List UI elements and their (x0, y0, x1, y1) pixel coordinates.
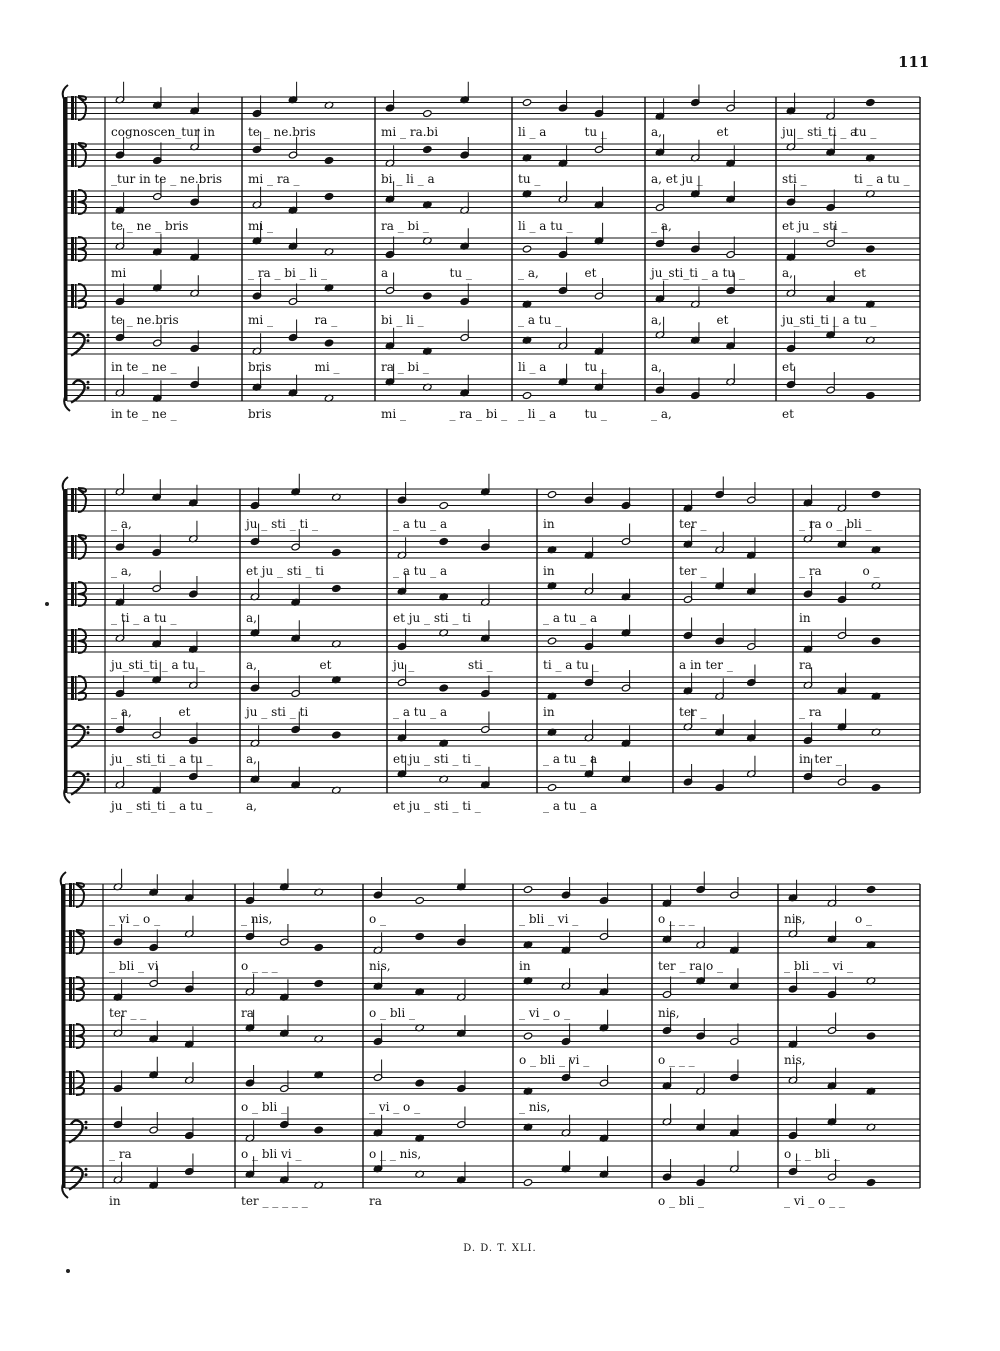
c-clef-stroke (75, 629, 77, 653)
c-clef-icon (69, 1071, 72, 1095)
f-clef-icon (69, 1167, 83, 1189)
lyric-syllable: sti _ (782, 172, 807, 186)
note-head (871, 637, 880, 645)
lyric-syllable: ti _ a tu _ (854, 172, 910, 186)
c-clef-icon (69, 1024, 72, 1048)
lyric-syllable: et ju _ sti _ ti _ (393, 799, 481, 813)
lyric-syllable: _ ra (109, 1147, 132, 1161)
footer-reference: D. D. T. XLI. (463, 1243, 537, 1254)
note-head (871, 491, 880, 499)
lyric-syllable: ju_sti_ti _ a (782, 313, 850, 327)
f-clef-dot (85, 1126, 88, 1129)
lyric-syllable: _ a tu _ a (393, 564, 448, 578)
c-clef-icon (71, 190, 74, 214)
lyric-syllable: nis, (784, 1053, 806, 1067)
lyric-syllable: a in ter _ (679, 658, 733, 672)
note-head (423, 110, 432, 118)
lyric-syllable: cognoscen_tur in (111, 125, 215, 139)
lyric-syllable: et (716, 125, 729, 139)
c-clef-stroke (73, 883, 75, 907)
c-clef-stroke (75, 488, 77, 512)
note-head (523, 1032, 532, 1040)
lyric-syllable: _ bli _ vi _ (519, 912, 579, 926)
lyric-syllable: nis, (369, 959, 391, 973)
lyric-syllable: in te _ ne _ (111, 360, 177, 374)
note-head (522, 392, 531, 400)
note-head (415, 1079, 424, 1087)
lyric-syllable: et (782, 407, 794, 421)
f-clef-icon (71, 725, 85, 747)
lyric-syllable: ju_sti_ti _ a tu _ (651, 266, 745, 280)
lyric-syllable: _ a, (518, 266, 539, 280)
lyric-syllable: o _ _ bli _ (784, 1147, 840, 1161)
lyric-syllable: a, (651, 360, 662, 374)
lyric-syllable: mi _ ra.bi (381, 125, 439, 139)
lyric-syllable: _ nis, (241, 912, 273, 926)
lyric-syllable: ra _ bi _ (381, 360, 429, 374)
lyric-syllable: mi _ (248, 219, 274, 233)
lyric-syllable: tu _ (449, 266, 472, 280)
lyric-syllable: _ ra o _ bli _ (799, 517, 872, 531)
lyric-syllable: a (381, 266, 389, 280)
note-head (866, 245, 875, 253)
lyric-syllable: ra _ bi _ (381, 219, 429, 233)
lyric-syllable: ter _ (679, 564, 707, 578)
c-clef-stroke (73, 930, 75, 954)
lyric-syllable: o _ _ _ (658, 912, 695, 926)
note-head (866, 886, 875, 894)
c-clef-stroke (75, 582, 77, 606)
f-clef-icon (71, 333, 85, 355)
c-clef-stroke (73, 977, 75, 1001)
note-head (523, 1179, 532, 1187)
f-clef-dot (87, 778, 90, 781)
note-head (439, 502, 448, 510)
lyric-syllable: tu _ (584, 407, 607, 421)
lyric-syllable: _ a tu _ a (393, 517, 448, 531)
lyric-syllable: a, (246, 752, 257, 766)
lyric-syllable: bris (248, 360, 272, 374)
note-head (332, 585, 341, 593)
f-clef-dot (85, 1173, 88, 1176)
lyric-syllable: ju _ sti_ti _ a tu _ (111, 799, 213, 813)
note-head (871, 784, 880, 792)
c-clef-stroke (73, 1024, 75, 1048)
lyric-syllable: bi _ li _ (381, 313, 424, 327)
f-clef-dot (87, 386, 90, 389)
lyric-syllable: mi _ ra _ (248, 172, 300, 186)
f-clef-dot (87, 339, 90, 342)
lyric-syllable: o _ bli _ vi _ (519, 1053, 590, 1067)
lyric-syllable: in ter _ (799, 752, 842, 766)
c-clef-icon (71, 676, 74, 700)
lyric-syllable: et (178, 705, 191, 719)
c-clef-icon (71, 284, 74, 308)
c-clef-icon (71, 629, 74, 653)
lyric-syllable: bi _ li _ a (381, 172, 435, 186)
lyric-syllable: ter _ ra o _ (658, 959, 724, 973)
lyric-syllable: _ ti _ a tu _ (111, 611, 177, 625)
note-head (324, 339, 333, 347)
note-head (439, 538, 448, 546)
lyric-syllable: o _ (862, 564, 880, 578)
lyric-syllable: et ju _ sti _ (782, 219, 848, 233)
lyric-syllable: tu _ (584, 125, 607, 139)
c-clef-icon (71, 96, 74, 120)
lyric-syllable: et (782, 360, 794, 374)
lyric-syllable: o _ bli vi _ (241, 1147, 302, 1161)
f-clef-dot (87, 726, 90, 729)
c-clef-icon (71, 535, 74, 559)
note-head (314, 944, 323, 952)
note-head (866, 392, 875, 400)
lyric-syllable: mi (111, 266, 127, 280)
lyric-syllable: in (109, 1194, 121, 1208)
lyric-syllable: ti _ a tu _ (543, 658, 599, 672)
c-clef-icon (71, 582, 74, 606)
lyric-syllable: _ vi _ o _ _ (784, 1194, 845, 1208)
lyric-syllable: o _ bli _ (241, 1100, 288, 1114)
lyric-syllable: a, (246, 658, 257, 672)
lyric-syllable: in (543, 564, 555, 578)
note-head (522, 245, 531, 253)
note-head (547, 491, 556, 499)
f-clef-icon (71, 772, 85, 794)
lyric-syllable: _ a, (111, 564, 132, 578)
lyric-syllable: _ a tu _ a (543, 752, 598, 766)
lyric-syllable: o _ _ nis, (369, 1147, 422, 1161)
lyric-syllable: _ nis, (519, 1100, 551, 1114)
lyric-syllable: ra _ (314, 313, 338, 327)
lyric-syllable: _ a tu _ a (543, 799, 598, 813)
f-clef-dot (85, 1121, 88, 1124)
lyric-syllable: _ bli _ _ vi _ (784, 959, 854, 973)
lyric-syllable: ter _ _ _ _ _ (241, 1194, 308, 1208)
lyric-syllable: ju _ sti_ti _ a (782, 125, 858, 139)
lyric-syllable: _ vi _ o _ (369, 1100, 421, 1114)
c-clef-stroke (75, 535, 77, 559)
lyric-syllable: sti _ (468, 658, 493, 672)
lyric-syllable: _ ra (799, 705, 822, 719)
lyric-syllable: o _ _ _ (658, 1053, 695, 1067)
lyric-syllable: bris (248, 407, 272, 421)
lyric-syllable: ra (241, 1006, 254, 1020)
c-clef-stroke (75, 284, 77, 308)
note-head (314, 980, 323, 988)
f-clef-dot (87, 334, 90, 337)
note-head (522, 99, 531, 107)
lyric-syllable: tu _ (854, 313, 877, 327)
lyric-syllable: _ a, (111, 705, 132, 719)
note-head (439, 684, 448, 692)
lyric-syllable: a, (651, 313, 662, 327)
f-clef-dot (87, 731, 90, 734)
lyric-syllable: a, et ju _ (651, 172, 703, 186)
lyric-syllable: ju _ sti _ ti (246, 705, 309, 719)
lyric-syllable: tu _ (854, 125, 877, 139)
note-head (423, 292, 432, 300)
lyric-syllable: li _ a tu _ (518, 219, 573, 233)
lyric-syllable: ju _ sti _ ti _ (246, 517, 318, 531)
note-head (423, 146, 432, 154)
lyric-syllable: _ vi _ o _ (519, 1006, 571, 1020)
c-clef-stroke (75, 143, 77, 167)
lyric-syllable: _ a, (111, 517, 132, 531)
lyric-syllable: _ a tu _ a (393, 705, 448, 719)
note-head (415, 897, 424, 905)
lyric-syllable: in te _ ne _ (111, 407, 177, 421)
lyric-syllable: et ju _ sti _ ti (393, 611, 471, 625)
f-clef-dot (87, 381, 90, 384)
lyric-syllable: tu _ (518, 172, 541, 186)
lyric-syllable: _ vi _ o _ (109, 912, 161, 926)
note-head (547, 637, 556, 645)
c-clef-icon (71, 237, 74, 261)
note-head (866, 1179, 875, 1187)
f-clef-icon (69, 1120, 83, 1142)
lyric-syllable: ter _ _ (109, 1006, 147, 1020)
lyric-syllable: _ a tu _ a (543, 611, 598, 625)
lyric-syllable: _tur in te _ ne.bris (111, 172, 223, 186)
note-head (866, 1032, 875, 1040)
lyric-syllable: ju _ (393, 658, 415, 672)
note-head (332, 731, 341, 739)
lyric-syllable: li _ a (518, 360, 547, 374)
lyric-syllable: mi _ (381, 407, 407, 421)
lyric-syllable: a, (246, 611, 257, 625)
lyric-syllable: in (519, 959, 531, 973)
note-head (415, 933, 424, 941)
lyric-syllable: o _ (369, 912, 387, 926)
lyric-syllable: in (799, 611, 811, 625)
lyric-syllable: a, (651, 125, 662, 139)
margin-speck (45, 602, 49, 606)
lyric-syllable: ju _ sti_ti _ a tu _ (111, 752, 213, 766)
lyric-syllable: a, (782, 266, 793, 280)
lyric-syllable: _ ra _ bi _ li _ (248, 266, 327, 280)
lyric-syllable: te _ ne.bris (248, 125, 316, 139)
note-head (547, 784, 556, 792)
f-clef-dot (85, 1168, 88, 1171)
lyric-syllable: et ju _ sti _ ti (246, 564, 324, 578)
c-clef-icon (69, 977, 72, 1001)
note-head (324, 157, 333, 165)
lyric-syllable: mi _ (314, 360, 340, 374)
c-clef-stroke (75, 96, 77, 120)
lyric-syllable: et ju _ sti _ ti _ (393, 752, 481, 766)
lyric-syllable: _ ra _ bi _ (449, 407, 508, 421)
margin-speck (66, 1269, 70, 1273)
lyric-syllable: in (543, 517, 555, 531)
page-number: 111 (898, 53, 930, 71)
lyric-syllable: _ ra (799, 564, 822, 578)
lyric-syllable: li _ a (518, 125, 547, 139)
c-clef-icon (71, 488, 74, 512)
lyric-syllable: _ li _ a (518, 407, 557, 421)
f-clef-dot (87, 773, 90, 776)
lyric-syllable: tu _ (584, 360, 607, 374)
c-clef-stroke (75, 676, 77, 700)
lyric-syllable: ra (369, 1194, 382, 1208)
c-clef-stroke (73, 1071, 75, 1095)
c-clef-stroke (75, 190, 77, 214)
lyric-syllable: et (854, 266, 866, 280)
lyric-syllable: o _ _ _ (241, 959, 278, 973)
lyric-syllable: o _ bli _ (369, 1006, 416, 1020)
note-head (332, 549, 341, 557)
lyric-syllable: in (543, 705, 555, 719)
note-head (523, 886, 532, 894)
lyric-syllable: ju_sti_ti _ a tu _ (111, 658, 205, 672)
note-head (866, 99, 875, 107)
lyric-syllable: ter _ (679, 705, 707, 719)
lyric-syllable: et (716, 313, 729, 327)
lyric-syllable: et (584, 266, 597, 280)
lyric-syllable: _ a, (651, 407, 672, 421)
c-clef-icon (69, 883, 72, 907)
note-head (324, 193, 333, 201)
lyric-syllable: _ a, (651, 219, 672, 233)
lyric-syllable: nis, (784, 912, 806, 926)
lyric-syllable: nis, (658, 1006, 680, 1020)
lyric-syllable: a, (246, 799, 257, 813)
lyric-syllable: o _ bli _ (658, 1194, 705, 1208)
lyric-syllable: te _ ne.bris (111, 313, 179, 327)
lyric-syllable: _ bli _ vi (109, 959, 159, 973)
note-head (314, 1126, 323, 1134)
c-clef-stroke (75, 237, 77, 261)
lyric-syllable: ra (799, 658, 812, 672)
f-clef-icon (71, 380, 85, 402)
lyric-syllable: te _ ne _ bris (111, 219, 189, 233)
c-clef-icon (71, 143, 74, 167)
c-clef-icon (69, 930, 72, 954)
lyric-syllable: ter _ (679, 517, 707, 531)
lyric-syllable: _ a tu _ (518, 313, 562, 327)
lyric-syllable: et (319, 658, 332, 672)
lyric-syllable: o _ (855, 912, 873, 926)
lyric-syllable: mi _ (248, 313, 274, 327)
